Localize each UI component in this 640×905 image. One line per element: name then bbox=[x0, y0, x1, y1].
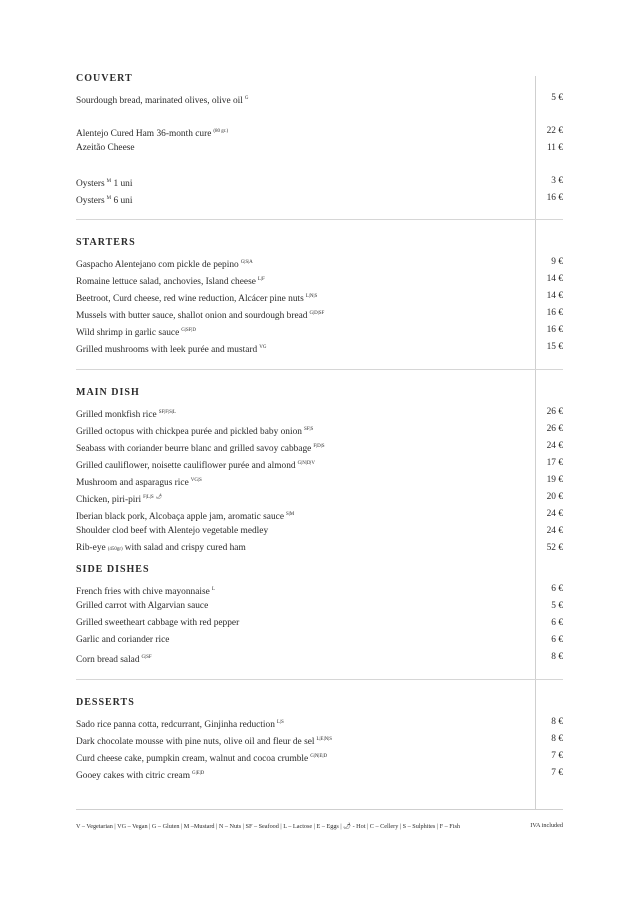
menu-item bbox=[76, 748, 563, 765]
item-name: Grilled cauliflower, noisette cauliflower purée and almond bbox=[76, 461, 296, 471]
item-price: 20 € bbox=[546, 492, 563, 502]
item-name: Garlic and coriander rice bbox=[76, 635, 170, 645]
allergen-legend: V – Vegetarian | VG – Vegan | G – Gluten | M –Mustard | N – Nuts | SF – Seafood | L – Lactose | E – Eggs | 🌶 - Hot | C – Cellery | S – Sulphites | F – Fish bbox=[76, 823, 460, 830]
item-name: Sado rice panna cotta, redcurrant, Ginjinha reduction bbox=[76, 720, 275, 730]
menu-item bbox=[76, 322, 563, 339]
item-name: Shoulder clod beef with Alentejo vegetable medley bbox=[76, 526, 269, 536]
section-starters bbox=[76, 236, 563, 356]
menu-item bbox=[76, 173, 563, 190]
section-main-dish bbox=[76, 386, 563, 557]
section-title: STARTERS bbox=[76, 237, 136, 248]
section-title: COUVERT bbox=[76, 73, 133, 84]
item-price: 3 € bbox=[551, 176, 563, 186]
allergen-tags: L|F bbox=[257, 277, 265, 282]
item-name: Sourdough bread, marinated olives, olive oil bbox=[76, 96, 243, 106]
item-price: 24 € bbox=[546, 441, 563, 451]
menu-item bbox=[76, 288, 563, 305]
item-price: 15 € bbox=[546, 342, 563, 352]
item-price: 8 € bbox=[551, 717, 563, 727]
item-name: Dark chocolate mousse with pine nuts, olive oil and fleur de sel bbox=[76, 737, 315, 747]
chili-icon: 🌶 bbox=[155, 495, 163, 500]
item-price: 11 € bbox=[546, 143, 563, 153]
item-price: 6 € bbox=[551, 584, 563, 594]
item-name: Oysters bbox=[76, 179, 105, 189]
iva-note: IVA included bbox=[530, 822, 563, 829]
menu-item bbox=[76, 472, 563, 489]
menu-item bbox=[76, 598, 563, 615]
item-price: 9 € bbox=[551, 257, 563, 267]
section-divider bbox=[76, 679, 563, 680]
item-note: (450gr) bbox=[107, 547, 123, 552]
menu-item bbox=[76, 421, 563, 438]
allergen-tags: S|M bbox=[285, 512, 295, 517]
allergen-tags: SF|F|S|L bbox=[158, 410, 176, 415]
item-price: 7 € bbox=[551, 751, 563, 761]
item-price: 16 € bbox=[546, 308, 563, 318]
item-note: (80 gr.) bbox=[213, 129, 229, 134]
allergen-tags: G bbox=[244, 96, 249, 101]
item-name: Alentejo Cured Ham 36-month cure bbox=[76, 129, 212, 139]
item-name: Mussels with butter sauce, shallot onion and sourdough bread bbox=[76, 311, 308, 321]
item-price: 5 € bbox=[551, 93, 563, 103]
item-price: 26 € bbox=[546, 424, 563, 434]
item-suffix: 1 uni bbox=[113, 179, 133, 189]
item-name: Grilled mushrooms with leek purée and mustard bbox=[76, 345, 258, 355]
allergen-tags: VG bbox=[259, 345, 267, 350]
item-name: Grilled carrot with Algarvian sauce bbox=[76, 601, 209, 611]
item-name: Corn bread salad bbox=[76, 655, 140, 665]
item-name: Wild shrimp in garlic sauce bbox=[76, 328, 180, 338]
item-price: 24 € bbox=[546, 526, 563, 536]
menu-item bbox=[76, 714, 563, 731]
item-price: 24 € bbox=[546, 509, 563, 519]
menu-item bbox=[76, 632, 563, 649]
allergen-tags: M bbox=[106, 179, 112, 184]
menu-item bbox=[76, 765, 563, 782]
item-price: 17 € bbox=[546, 458, 563, 468]
allergen-tags: G|SF|D bbox=[181, 328, 197, 333]
allergen-tags: L|S bbox=[276, 720, 284, 725]
item-price: 22 € bbox=[546, 126, 563, 136]
item-name: Beetroot, Curd cheese, red wine reduction, Alcácer pine nuts bbox=[76, 294, 304, 304]
menu-item bbox=[76, 90, 563, 107]
item-price: 26 € bbox=[546, 407, 563, 417]
allergen-tags: SF|S bbox=[303, 427, 314, 432]
item-name: Oysters bbox=[76, 196, 105, 206]
item-name: Curd cheese cake, pumpkin cream, walnut and cocoa crumble bbox=[76, 754, 309, 764]
item-price: 8 € bbox=[551, 652, 563, 662]
menu-item bbox=[76, 523, 563, 540]
allergen-tags: L bbox=[211, 587, 215, 592]
item-price: 16 € bbox=[546, 193, 563, 203]
item-name: Grilled sweetheart cabbage with red pepper bbox=[76, 618, 240, 628]
section-divider bbox=[76, 219, 563, 220]
allergen-tags: G|E|D bbox=[192, 771, 205, 776]
item-suffix: with salad and crispy cured ham bbox=[124, 543, 246, 553]
allergen-tags: F|D|S bbox=[313, 444, 325, 449]
menu-item bbox=[76, 615, 563, 632]
item-price: 14 € bbox=[546, 274, 563, 284]
item-name: Azeitão Cheese bbox=[76, 143, 135, 153]
menu-item bbox=[76, 271, 563, 288]
menu-item bbox=[76, 649, 563, 666]
menu-item bbox=[76, 305, 563, 322]
menu bbox=[76, 72, 563, 782]
menu-item bbox=[76, 581, 563, 598]
section-side-dishes bbox=[76, 563, 563, 666]
item-suffix: 6 uni bbox=[113, 196, 133, 206]
section-title: MAIN DISH bbox=[76, 387, 140, 398]
item-price: 6 € bbox=[551, 618, 563, 628]
allergen-tags: G|S|A bbox=[240, 260, 253, 265]
menu-item bbox=[76, 731, 563, 748]
menu-item bbox=[76, 506, 563, 523]
section-desserts bbox=[76, 696, 563, 782]
item-price: 7 € bbox=[551, 768, 563, 778]
section-couvert bbox=[76, 72, 563, 207]
menu-item bbox=[76, 404, 563, 421]
item-name: Chicken, piri-piri bbox=[76, 495, 142, 505]
item-name: Mushroom and asparagus rice bbox=[76, 478, 189, 488]
allergen-tags: G|D|SF bbox=[309, 311, 325, 316]
menu-item bbox=[76, 489, 563, 506]
allergen-tags: L|E|N|S bbox=[316, 737, 332, 742]
allergen-tags: VG|S bbox=[190, 478, 202, 483]
section-divider bbox=[76, 369, 563, 370]
item-name: Grilled octopus with chickpea purée and pickled baby onion bbox=[76, 427, 302, 437]
menu-item bbox=[76, 140, 563, 157]
item-price: 16 € bbox=[546, 325, 563, 335]
menu-item bbox=[76, 190, 563, 207]
item-name: Gaspacho Alentejano com pickle de pepino bbox=[76, 260, 239, 270]
footer bbox=[76, 809, 563, 830]
item-name: Iberian black pork, Alcobaça apple jam, aromatic sauce bbox=[76, 512, 284, 522]
menu-item bbox=[76, 438, 563, 455]
item-price: 19 € bbox=[546, 475, 563, 485]
menu-item bbox=[76, 540, 563, 557]
item-name: Gooey cakes with citric cream bbox=[76, 771, 191, 781]
item-price: 52 € bbox=[546, 543, 563, 553]
menu-item bbox=[76, 254, 563, 271]
section-title: DESSERTS bbox=[76, 697, 135, 708]
allergen-tags: L|N|S bbox=[305, 294, 318, 299]
item-price: 14 € bbox=[546, 291, 563, 301]
section-title: SIDE DISHES bbox=[76, 564, 150, 575]
item-name: Romaine lettuce salad, anchovies, Island cheese bbox=[76, 277, 256, 287]
allergen-tags: G|N|D|V bbox=[297, 461, 316, 466]
item-price: 5 € bbox=[551, 601, 563, 611]
item-name: Rib-eye bbox=[76, 543, 106, 553]
item-name: Grilled monkfish rice bbox=[76, 410, 157, 420]
menu-item bbox=[76, 339, 563, 356]
allergen-tags: G|N|E|D bbox=[310, 754, 328, 759]
item-price: 8 € bbox=[551, 734, 563, 744]
allergen-tags: F|L|S bbox=[143, 495, 154, 500]
item-price: 6 € bbox=[551, 635, 563, 645]
item-name: Seabass with coriander beurre blanc and grilled savoy cabbage bbox=[76, 444, 312, 454]
item-name: French fries with chive mayonnaise bbox=[76, 587, 210, 597]
allergen-tags: M bbox=[106, 196, 112, 201]
menu-item bbox=[76, 123, 563, 140]
allergen-tags: G|SF bbox=[141, 655, 152, 660]
menu-item bbox=[76, 455, 563, 472]
